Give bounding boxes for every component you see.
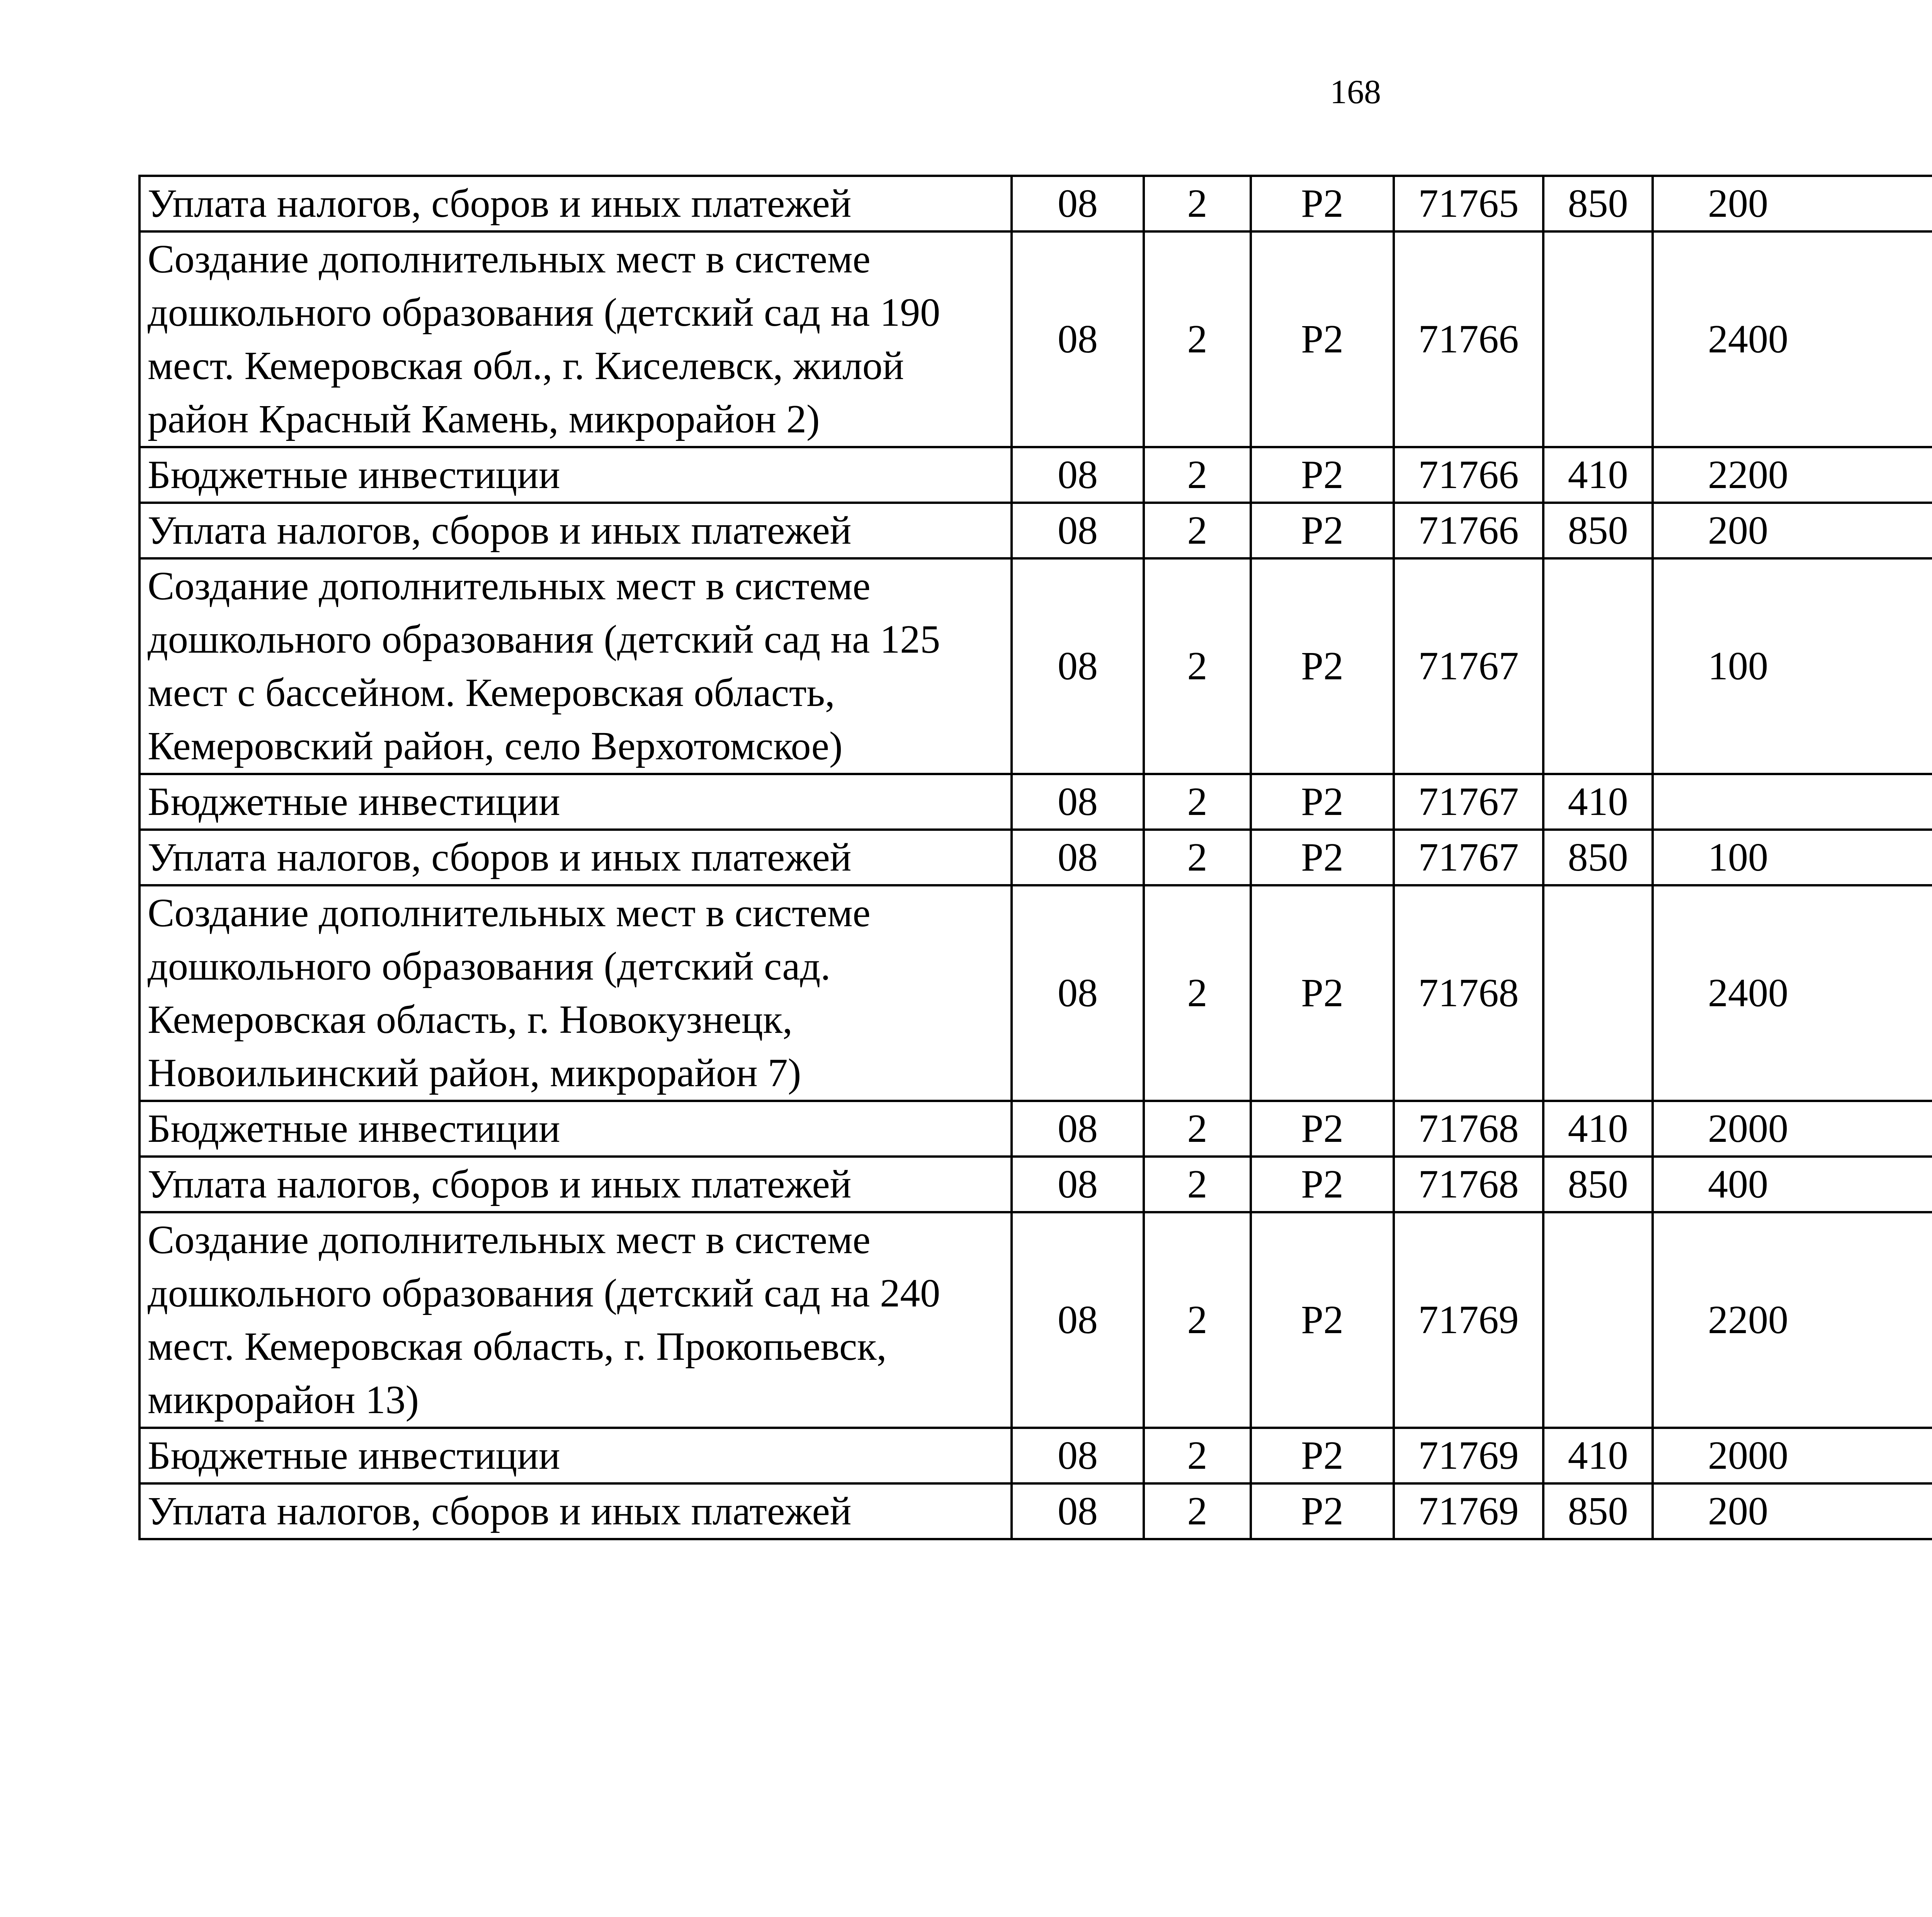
expense-type-cell: 850 — [1543, 1483, 1653, 1539]
target-code-cell: 71766 — [1394, 503, 1543, 558]
target-code-cell: 71769 — [1394, 1212, 1543, 1428]
row-name-cell: Уплата налогов, сборов и иных платежей — [139, 830, 1012, 885]
target-code-cell: 71767 — [1394, 774, 1543, 830]
table-row — [139, 1428, 1932, 1483]
row-name-cell: Создание дополнительных мест в системе дошкольного образования (детский сад на 240 мест. Кемеровская область, г. Прокопьевск, микрорайон 13) — [139, 1212, 1012, 1428]
expense-type-cell: 850 — [1543, 176, 1653, 231]
section-code-cell: 08 — [1012, 176, 1144, 231]
section-code-cell: 08 — [1012, 1157, 1144, 1212]
value-cell: 2000 — [1653, 1428, 1932, 1483]
target-code-cell: 71769 — [1394, 1483, 1543, 1539]
row-name-cell: Уплата налогов, сборов и иных платежей — [139, 1483, 1012, 1539]
program-code-cell: Р2 — [1251, 830, 1394, 885]
subsection-code-cell: 2 — [1144, 231, 1251, 447]
table-row — [139, 774, 1932, 830]
expense-type-cell — [1543, 885, 1653, 1101]
program-code-cell: Р2 — [1251, 1483, 1394, 1539]
table-row — [139, 1483, 1932, 1539]
target-code-cell: 71766 — [1394, 447, 1543, 503]
row-name-cell: Создание дополнительных мест в системе дошкольного образования (детский сад на 190 мест. Кемеровская обл., г. Киселевск, жилой район Красный Камень, микрорайон 2) — [139, 231, 1012, 447]
subsection-code-cell: 2 — [1144, 558, 1251, 774]
subsection-code-cell: 2 — [1144, 176, 1251, 231]
target-code-cell: 71765 — [1394, 176, 1543, 231]
table-row — [139, 830, 1932, 885]
table-row — [139, 1157, 1932, 1212]
budget-table — [138, 175, 1932, 1540]
row-name-cell: Бюджетные инвестиции — [139, 1101, 1012, 1157]
section-code-cell: 08 — [1012, 774, 1144, 830]
expense-type-cell: 850 — [1543, 830, 1653, 885]
value-cell — [1653, 774, 1932, 830]
row-name-cell: Уплата налогов, сборов и иных платежей — [139, 503, 1012, 558]
value-cell: 2400 — [1653, 231, 1932, 447]
value-cell: 100 — [1653, 558, 1932, 774]
value-cell: 2400 — [1653, 885, 1932, 1101]
subsection-code-cell: 2 — [1144, 503, 1251, 558]
table-row — [139, 447, 1932, 503]
section-code-cell: 08 — [1012, 1212, 1144, 1428]
expense-type-cell: 410 — [1543, 1428, 1653, 1483]
expense-type-cell — [1543, 231, 1653, 447]
expense-type-cell: 410 — [1543, 774, 1653, 830]
row-name-cell: Создание дополнительных мест в системе дошкольного образования (детский сад на 125 мест с бассейном. Кемеровская область, Кемеровский район, село Верхотомское) — [139, 558, 1012, 774]
program-code-cell: Р2 — [1251, 885, 1394, 1101]
budget-table-body — [139, 176, 1932, 1539]
subsection-code-cell: 2 — [1144, 774, 1251, 830]
subsection-code-cell: 2 — [1144, 1483, 1251, 1539]
target-code-cell: 71768 — [1394, 885, 1543, 1101]
subsection-code-cell: 2 — [1144, 1101, 1251, 1157]
program-code-cell: Р2 — [1251, 1428, 1394, 1483]
subsection-code-cell: 2 — [1144, 885, 1251, 1101]
value-cell: 200 — [1653, 503, 1932, 558]
page-number: 168 — [1330, 73, 1381, 111]
target-code-cell: 71767 — [1394, 558, 1543, 774]
subsection-code-cell: 2 — [1144, 1157, 1251, 1212]
subsection-code-cell: 2 — [1144, 1212, 1251, 1428]
table-row — [139, 1212, 1932, 1428]
value-cell: 2200 — [1653, 1212, 1932, 1428]
expense-type-cell: 850 — [1543, 503, 1653, 558]
section-code-cell: 08 — [1012, 830, 1144, 885]
subsection-code-cell: 2 — [1144, 830, 1251, 885]
section-code-cell: 08 — [1012, 885, 1144, 1101]
section-code-cell: 08 — [1012, 1428, 1144, 1483]
program-code-cell: Р2 — [1251, 774, 1394, 830]
target-code-cell: 71766 — [1394, 231, 1543, 447]
table-row — [139, 176, 1932, 231]
section-code-cell: 08 — [1012, 231, 1144, 447]
table-row — [139, 1101, 1932, 1157]
value-cell: 400 — [1653, 1157, 1932, 1212]
section-code-cell: 08 — [1012, 1101, 1144, 1157]
expense-type-cell: 850 — [1543, 1157, 1653, 1212]
program-code-cell: Р2 — [1251, 1101, 1394, 1157]
program-code-cell: Р2 — [1251, 1212, 1394, 1428]
table-row — [139, 885, 1932, 1101]
table-row — [139, 503, 1932, 558]
program-code-cell: Р2 — [1251, 447, 1394, 503]
row-name-cell: Бюджетные инвестиции — [139, 447, 1012, 503]
section-code-cell: 08 — [1012, 1483, 1144, 1539]
target-code-cell: 71767 — [1394, 830, 1543, 885]
row-name-cell: Бюджетные инвестиции — [139, 1428, 1012, 1483]
subsection-code-cell: 2 — [1144, 447, 1251, 503]
section-code-cell: 08 — [1012, 447, 1144, 503]
target-code-cell: 71769 — [1394, 1428, 1543, 1483]
table-row — [139, 231, 1932, 447]
program-code-cell: Р2 — [1251, 1157, 1394, 1212]
program-code-cell: Р2 — [1251, 231, 1394, 447]
value-cell: 2200 — [1653, 447, 1932, 503]
row-name-cell: Бюджетные инвестиции — [139, 774, 1012, 830]
value-cell: 200 — [1653, 1483, 1932, 1539]
program-code-cell: Р2 — [1251, 503, 1394, 558]
row-name-cell: Уплата налогов, сборов и иных платежей — [139, 1157, 1012, 1212]
table-row — [139, 558, 1932, 774]
target-code-cell: 71768 — [1394, 1157, 1543, 1212]
value-cell: 2000 — [1653, 1101, 1932, 1157]
row-name-cell: Уплата налогов, сборов и иных платежей — [139, 176, 1012, 231]
section-code-cell: 08 — [1012, 558, 1144, 774]
expense-type-cell: 410 — [1543, 1101, 1653, 1157]
target-code-cell: 71768 — [1394, 1101, 1543, 1157]
program-code-cell: Р2 — [1251, 558, 1394, 774]
subsection-code-cell: 2 — [1144, 1428, 1251, 1483]
row-name-cell: Создание дополнительных мест в системе дошкольного образования (детский сад. Кемеровская область, г. Новокузнецк, Новоильинский район, микрорайон 7) — [139, 885, 1012, 1101]
section-code-cell: 08 — [1012, 503, 1144, 558]
expense-type-cell — [1543, 558, 1653, 774]
value-cell: 100 — [1653, 830, 1932, 885]
program-code-cell: Р2 — [1251, 176, 1394, 231]
expense-type-cell — [1543, 1212, 1653, 1428]
value-cell: 200 — [1653, 176, 1932, 231]
expense-type-cell: 410 — [1543, 447, 1653, 503]
